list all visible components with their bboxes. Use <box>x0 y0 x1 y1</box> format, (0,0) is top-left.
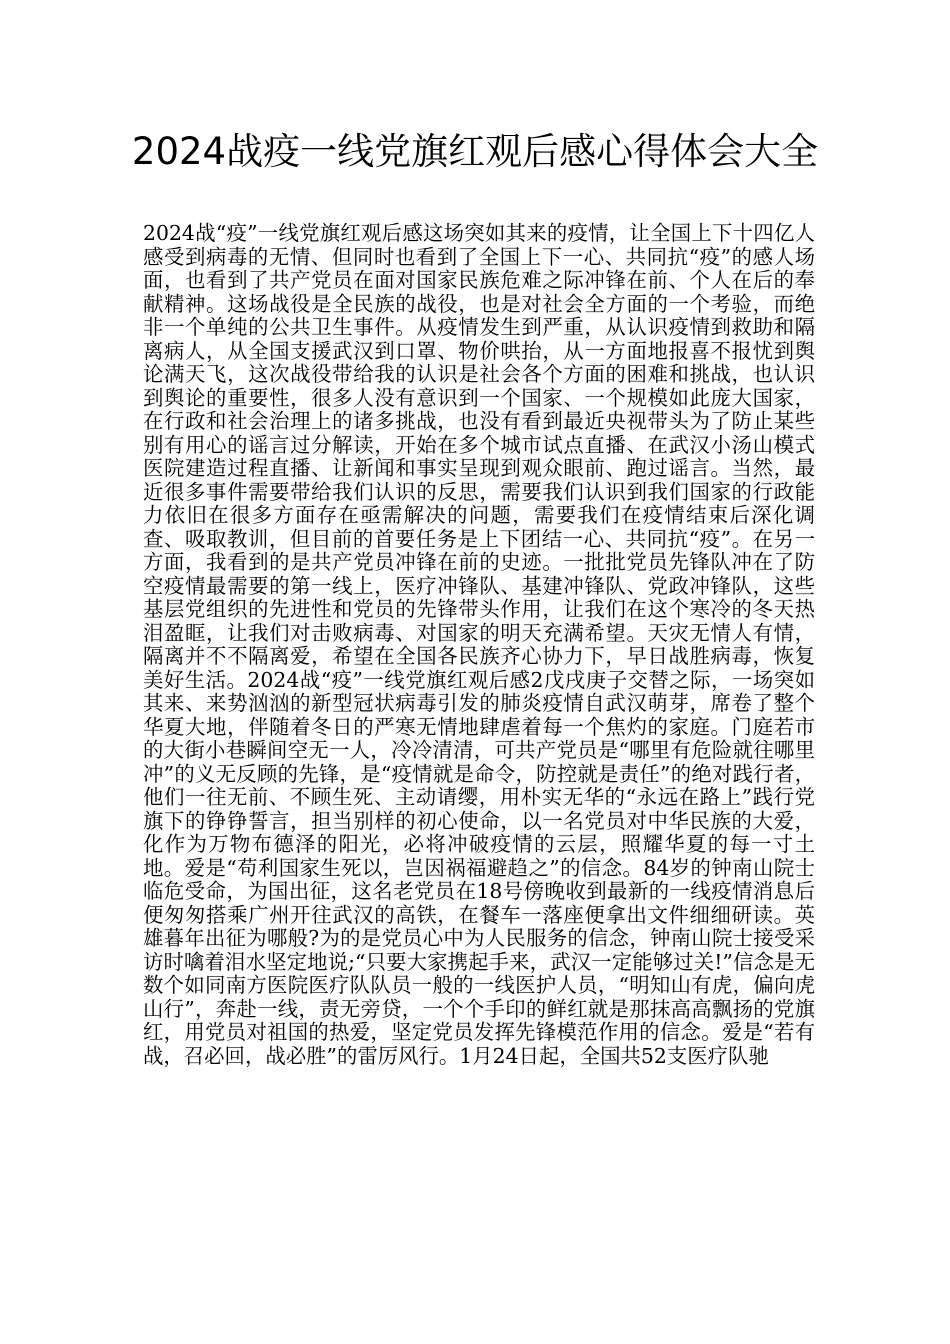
document-body: 2024战“疫”一线党旗红观后感这场突如其来的疫情，让全国上下十四亿人感受到病毒的无情、但同时也看到了全国上下一心、共同抗“疫”的感人场面，也看到了共产党员在面对国家民族危难之际冲锋在前、个人在后的奉献精神。这场战役是全民族的战役，也是对社会全方面的一个考验，而绝非一个单纯的公共卫生事件。从疫情发生到严重，从认识疫情到救助和隔离病人，从全国支援武汉到口罩、物价哄抬，从一方面地报喜不报忧到舆论满天飞，这次战役带给我的认识是社会各个方面的困难和挑战，也认识到舆论的重要性，很多人没有意识到一个国家、一个规模如此庞大国家，在行政和社会治理上的诸多挑战，也没有看到最近央视带头为了防止某些别有用心的谣言过分解读，开始在多个城市试点直播、在武汉小汤山模式医院建造过程直播、让新闻和事实呈现到观众眼前、跑过谣言。当然，最近很多事件需要带给我们认识的反思，需要我们认识到我们国家的行政能力依旧在很多方面存在亟需解决的问题，需要我们在疫情结束后深化调查、吸取教训，但目前的首要任务是上下团结一心、共同抗“疫”。在另一方面，我看到的是共产党员冲锋在前的史迹。一批批党员先锋队冲在了防空疫情最需要的第一线上，医疗冲锋队、基建冲锋队、党政冲锋队，这些基层党组织的先进性和党员的先锋带头作用，让我们在这个寒冷的冬天热泪盈眶，让我们对击败病毒、对国家的明天充满希望。天灾无情人有情，隔离并不不隔离爱，希望在全国各民族齐心协力下，早日战胜病毒，恢复美好生活。2024战“疫”一线党旗红观后感2戊戌庚子交替之际，一场突如其来、来势汹汹的新型冠状病毒引发的肺炎疫情自武汉萌芽，席卷了整个华夏大地，伴随着冬日的严寒无情地肆虐着每一个焦灼的家庭。门庭若市的大街小巷瞬间空无一人，冷冷清清，可共产党员是“哪里有危险就往哪里冲”的义无反顾的先锋，是“疫情就是命令，防控就是责任”的绝对践行者，他们一往无前、不顾生死、主动请缨，用朴实无华的“永远在路上”践行党旗下的铮铮誓言，担当别样的初心使命，以一名党员对中华民族的大爱，化作为万物布德泽的阳光，必将冲破疫情的云层，照耀华夏的每一寸土地。爱是“苟利国家生死以，岂因祸福避趋之”的信念。84岁的钟南山院士临危受命，为国出征，这名老党员在18号傍晚收到最新的一线疫情消息后便匆匆搭乘广州开往武汉的高铁，在餐车一落座便拿出文件细细研读。英雄暮年出征为哪般?为的是党员心中为人民服务的信念，钟南山院士接受采访时噙着泪水坚定地说;“只要大家携起手来，武汉一定能够过关!”信念是无数个如同南方医院医疗队队员一般的一线医护人员，“明知山有虎，偏向虎山行”，奔赴一线，责无旁贷，一个个手印的鲜红就是那抹高高飘扬的党旗红，用党员对祖国的热爱，坚定党员发挥先锋模范作用的信念。爱是“若有战，召必回，战必胜”的雷厉风行。1月24日起，全国共52支医疗队驰 <box>143 221 815 1068</box>
document-title: 2024战疫一线党旗红观后感心得体会大全 <box>131 130 819 173</box>
